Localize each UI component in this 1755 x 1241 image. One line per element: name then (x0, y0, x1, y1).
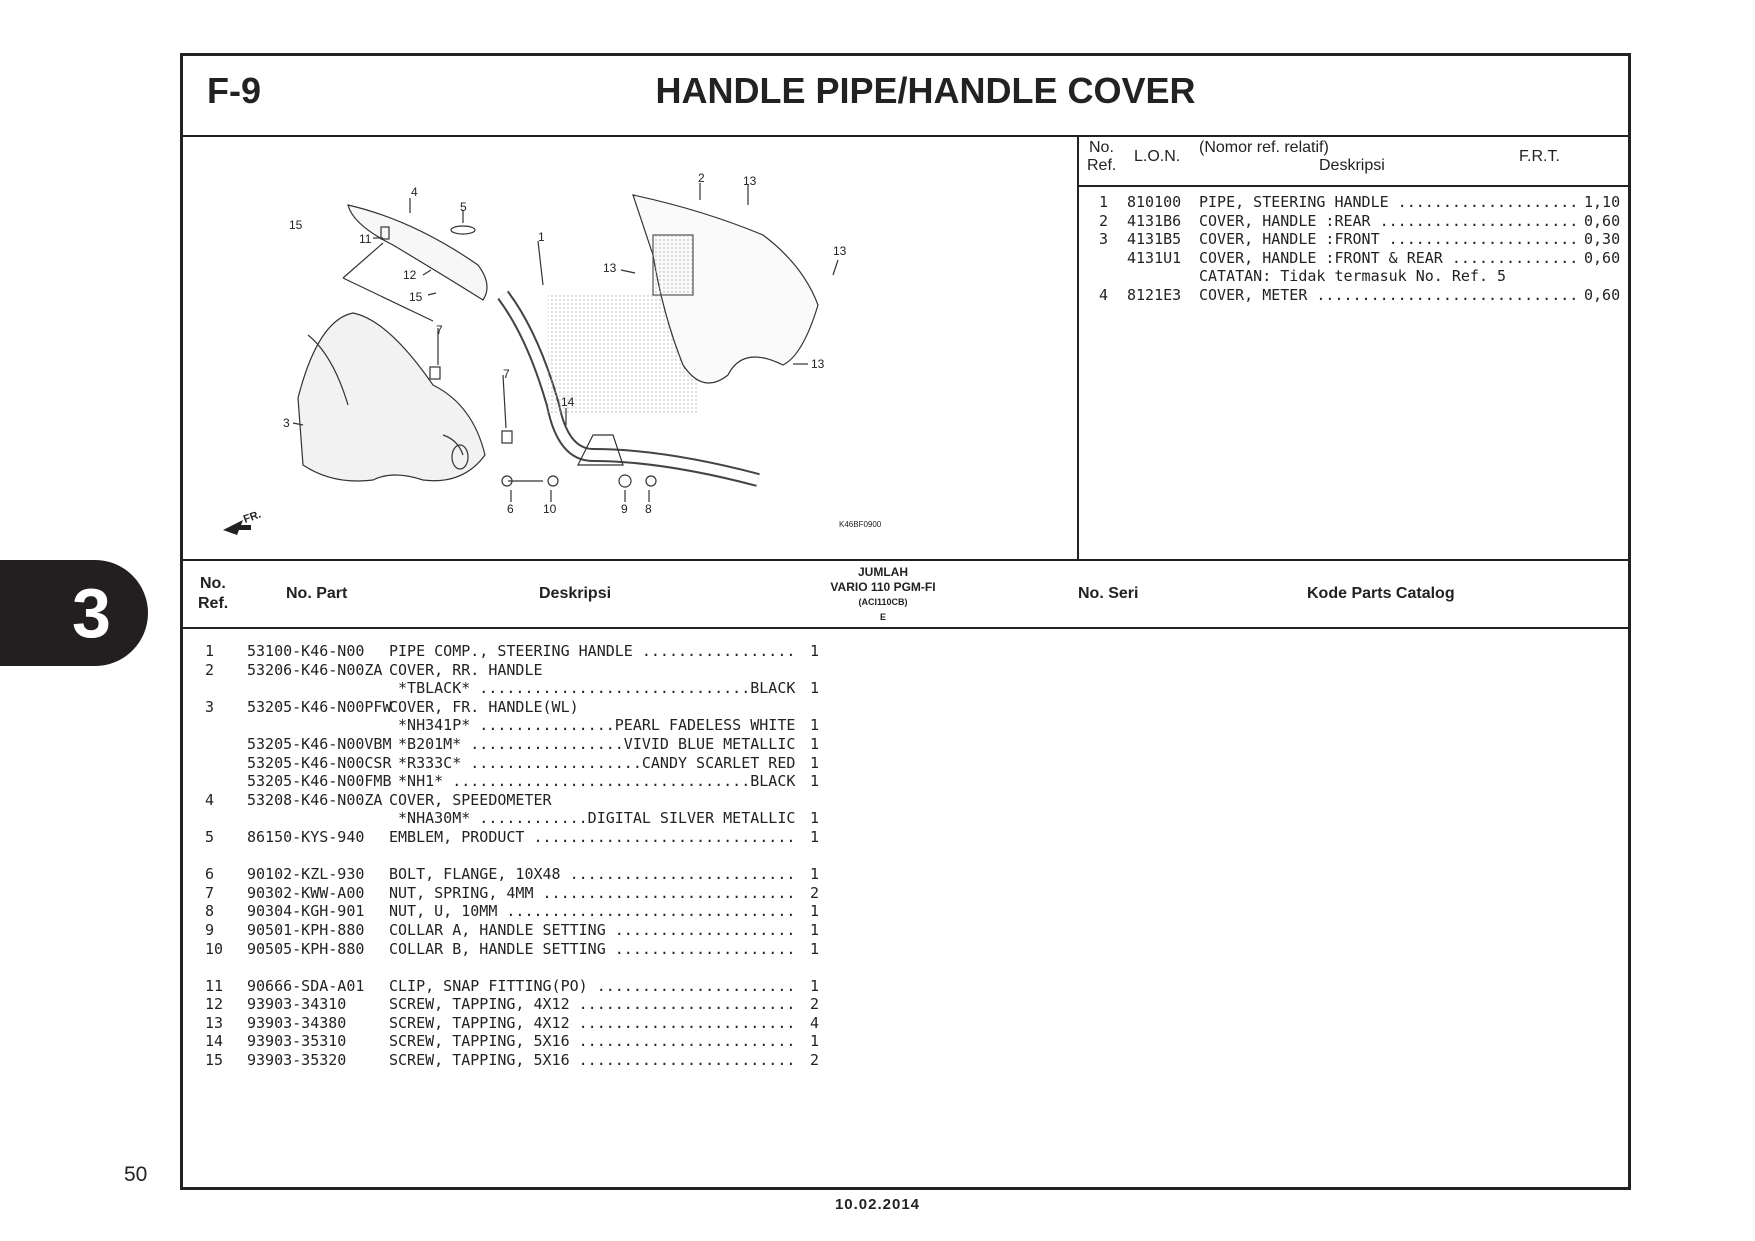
lon-cell-desc: CATATAN: Tidak termasuk No. Ref. 5 (1199, 267, 1507, 285)
cell-desc: SCREW, TAPPING, 5X16 ........................ (389, 1051, 796, 1070)
cell-ref: 3 (205, 697, 215, 716)
cell-desc: SCREW, TAPPING, 4X12 ........................ (389, 995, 796, 1014)
cell-desc: NUT, SPRING, 4MM ............................ (389, 883, 796, 902)
table-row (183, 902, 1628, 921)
page-title: HANDLE PIPE/HANDLE COVER (655, 70, 1196, 111)
cell-qty: 1 (810, 716, 820, 735)
cell-ref: 13 (205, 1013, 224, 1032)
cell-desc: *TBLACK* ..............................BLACK (389, 679, 796, 698)
lon-header-ref: Ref. (1087, 157, 1117, 174)
table-row (183, 995, 1628, 1014)
lon-header-no: No. (1089, 139, 1114, 156)
qty-title: JUMLAH (858, 565, 908, 579)
cell-desc: *NHA30M* ............DIGITAL SILVER METALLIC (389, 809, 796, 828)
lon-cell-ref: 3 (1099, 230, 1109, 248)
lon-table-body (1079, 193, 1628, 304)
lon-row (1079, 286, 1628, 305)
cell-part: 90505-KPH-880 (247, 939, 365, 958)
table-row (183, 791, 1628, 810)
table-row (183, 921, 1628, 940)
cell-qty: 1 (810, 827, 820, 846)
table-row (183, 1051, 1628, 1070)
cell-qty: 1 (810, 753, 820, 772)
table-row (183, 679, 1628, 698)
cell-desc: *NH1* .................................BLACK (389, 772, 796, 791)
cell-qty: 1 (810, 642, 820, 660)
lon-cell-lon: 810100 (1127, 193, 1182, 211)
callout-1: 1 (538, 230, 545, 244)
cell-qty: 1 (810, 939, 820, 958)
lon-cell-lon: 8121E3 (1127, 285, 1182, 304)
diagram-code: K46BF0900 (839, 520, 882, 529)
cell-qty: 1 (810, 1032, 820, 1051)
chapter-tab: 3 (0, 560, 148, 666)
lon-cell-lon: 4131B6 (1127, 211, 1182, 230)
row-spacer (183, 847, 1628, 866)
lon-cell-ref: 4 (1099, 285, 1109, 304)
lon-cell-desc: PIPE, STEERING HANDLE .................... (1199, 193, 1579, 211)
callout-13b: 13 (833, 244, 847, 258)
cell-part: 90302-KWW-A00 (247, 883, 365, 902)
catalog-header-ref: Ref. (198, 595, 229, 612)
lon-row (1079, 267, 1628, 286)
cell-qty: 4 (810, 1013, 820, 1032)
cell-part: 53205-K46-N00PFW (247, 697, 392, 716)
lon-row (1079, 230, 1628, 249)
cell-ref: 6 (205, 865, 215, 884)
qty-model: VARIO 110 PGM-FI (830, 580, 936, 594)
cell-ref: 11 (205, 976, 224, 995)
cell-desc: NUT, U, 10MM ................................ (389, 902, 796, 921)
page-number: 50 (124, 1163, 148, 1186)
catalog-header-part: No. Part (286, 585, 348, 602)
lon-header-frt: F.R.T. (1519, 148, 1560, 165)
cell-part: 93903-34310 (247, 995, 347, 1014)
cell-qty: 1 (810, 920, 820, 939)
callout-15b: 15 (409, 290, 423, 304)
lon-table-header (1079, 135, 1628, 187)
cell-qty: 1 (810, 976, 820, 995)
cell-desc: EMBLEM, PRODUCT ............................. (389, 827, 796, 846)
callout-14: 14 (561, 395, 575, 409)
cell-ref: 8 (205, 902, 215, 921)
table-row (183, 865, 1628, 884)
callout-12: 12 (403, 268, 417, 282)
cell-qty: 1 (810, 865, 820, 884)
labor-operation-table (1079, 135, 1628, 559)
cell-desc: COLLAR B, HANDLE SETTING .................... (389, 939, 796, 958)
cell-qty: 1 (810, 734, 820, 753)
cell-ref: 5 (205, 827, 215, 846)
cell-qty: 2 (810, 883, 820, 902)
table-row (183, 716, 1628, 735)
lon-cell-frt: 0,60 (1584, 248, 1621, 267)
cell-desc: COVER, SPEEDOMETER (389, 790, 552, 809)
cell-part: 53208-K46-N00ZA (247, 790, 383, 809)
cell-qty: 1 (810, 772, 820, 791)
cell-part: 53206-K46-N00ZA (247, 660, 383, 679)
cell-ref: 12 (205, 995, 224, 1014)
exploded-parts-diagram (183, 135, 1079, 559)
lon-cell-desc: COVER, METER ............................. (1199, 285, 1579, 304)
table-row (183, 977, 1628, 996)
lon-cell-desc: COVER, HANDLE :REAR ...................... (1199, 211, 1579, 230)
cell-ref: 10 (205, 939, 224, 958)
table-row (183, 884, 1628, 903)
callout-15: 15 (289, 218, 303, 232)
callout-13c: 13 (603, 261, 617, 275)
callout-9: 9 (621, 502, 628, 516)
callout-7b: 7 (503, 367, 510, 381)
cell-qty: 1 (810, 679, 820, 698)
cell-ref: 2 (205, 660, 215, 679)
catalog-header-serial: No. Seri (1078, 585, 1139, 602)
lon-cell-lon: 4131U1 (1127, 248, 1182, 267)
cell-part: 90102-KZL-930 (247, 865, 365, 884)
lon-cell-ref: 1 (1099, 193, 1109, 211)
callout-6: 6 (507, 502, 514, 516)
table-row (183, 642, 1628, 661)
table-row (183, 828, 1628, 847)
cell-part: 90304-KGH-901 (247, 902, 365, 921)
cell-desc: PIPE COMP., STEERING HANDLE ................. (389, 642, 796, 660)
cell-qty: 2 (810, 995, 820, 1014)
catalog-header-no: No. (200, 575, 226, 592)
lon-cell-frt: 0,60 (1584, 211, 1621, 230)
cell-part: 90501-KPH-880 (247, 920, 365, 939)
qty-e: E (879, 612, 886, 622)
lon-header-deskripsi: Deskripsi (1319, 157, 1385, 174)
cell-ref: 9 (205, 920, 215, 939)
callout-13: 13 (743, 174, 757, 188)
cell-ref: 7 (205, 883, 215, 902)
catalog-header-kode: Kode Parts Catalog (1307, 585, 1455, 602)
table-row (183, 1032, 1628, 1051)
lon-header-nomor: (Nomor ref. relatif) (1199, 139, 1329, 156)
table-row (183, 809, 1628, 828)
cell-ref: 15 (205, 1051, 224, 1070)
cell-desc: COVER, FR. HANDLE(WL) (389, 697, 579, 716)
section-code: F-9 (207, 70, 261, 111)
row-spacer (183, 958, 1628, 977)
cell-ref: 14 (205, 1032, 224, 1051)
cell-part: 53205-K46-N00VBM (247, 734, 392, 753)
cell-part: 93903-35310 (247, 1032, 347, 1051)
lon-row (1079, 212, 1628, 231)
catalog-table-body (183, 642, 1628, 1070)
cell-desc: CLIP, SNAP FITTING(PO) ...................... (389, 976, 796, 995)
cell-ref: 4 (205, 790, 215, 809)
cell-desc: COVER, RR. HANDLE (389, 660, 543, 679)
callout-10: 10 (543, 502, 557, 516)
table-row (183, 940, 1628, 959)
lon-row (1079, 193, 1628, 212)
table-row (183, 772, 1628, 791)
cell-part: 93903-35320 (247, 1051, 347, 1070)
lon-row (1079, 249, 1628, 268)
catalog-header-quantity (823, 565, 943, 625)
page-header (183, 56, 1628, 137)
callout-5: 5 (460, 200, 467, 214)
catalog-page-frame (180, 53, 1631, 1190)
callout-3: 3 (283, 416, 290, 430)
lon-cell-frt: 1,10 (1584, 193, 1621, 211)
cell-part: 53100-K46-N00 (247, 642, 365, 660)
front-direction-label: FR. (241, 508, 263, 526)
cell-part: 53205-K46-N00FMB (247, 772, 392, 791)
catalog-header-desc: Deskripsi (539, 585, 612, 602)
lon-cell-frt: 0,60 (1584, 285, 1621, 304)
cell-desc: SCREW, TAPPING, 5X16 ........................ (389, 1032, 796, 1051)
catalog-table-header (183, 559, 1628, 629)
table-row (183, 735, 1628, 754)
cell-desc: COLLAR A, HANDLE SETTING .................... (389, 920, 796, 939)
table-row (183, 698, 1628, 717)
callout-4: 4 (411, 185, 418, 199)
callout-8: 8 (645, 502, 652, 516)
cell-part: 86150-KYS-940 (247, 827, 365, 846)
cell-desc: *B201M* .................VIVID BLUE METALLIC (389, 734, 796, 753)
callout-7: 7 (436, 323, 443, 337)
table-row (183, 1014, 1628, 1033)
cell-desc: *R333C* ...................CANDY SCARLET RED (389, 753, 796, 772)
lon-cell-desc: COVER, HANDLE :FRONT ..................... (1199, 230, 1579, 248)
lon-cell-ref: 2 (1099, 211, 1109, 230)
cell-part: 93903-34380 (247, 1013, 347, 1032)
lon-header-lon: L.O.N. (1134, 148, 1181, 165)
cell-qty: 1 (810, 809, 820, 828)
cell-desc: BOLT, FLANGE, 10X48 ......................... (389, 865, 796, 884)
cell-desc: *NH341P* ...............PEARL FADELESS WHITE (389, 716, 796, 735)
table-row (183, 661, 1628, 680)
cell-desc: SCREW, TAPPING, 4X12 ........................ (389, 1013, 796, 1032)
callout-11: 11 (359, 232, 372, 246)
footer-date: 10.02.2014 (834, 1196, 921, 1213)
callout-13d: 13 (811, 357, 825, 371)
table-row (183, 754, 1628, 773)
lon-cell-frt: 0,30 (1584, 230, 1621, 248)
qty-code: (ACI110CB) (858, 597, 908, 607)
cell-part: 53205-K46-N00CSR (247, 753, 392, 772)
cell-part: 90666-SDA-A01 (247, 976, 365, 995)
cell-qty: 1 (810, 902, 820, 921)
cell-ref: 1 (205, 642, 215, 660)
lon-cell-desc: COVER, HANDLE :FRONT & REAR .............. (1199, 248, 1579, 267)
lon-cell-lon: 4131B5 (1127, 230, 1182, 248)
callout-2: 2 (698, 171, 705, 185)
diagram-drawing (183, 135, 1077, 559)
cell-qty: 2 (810, 1051, 820, 1070)
